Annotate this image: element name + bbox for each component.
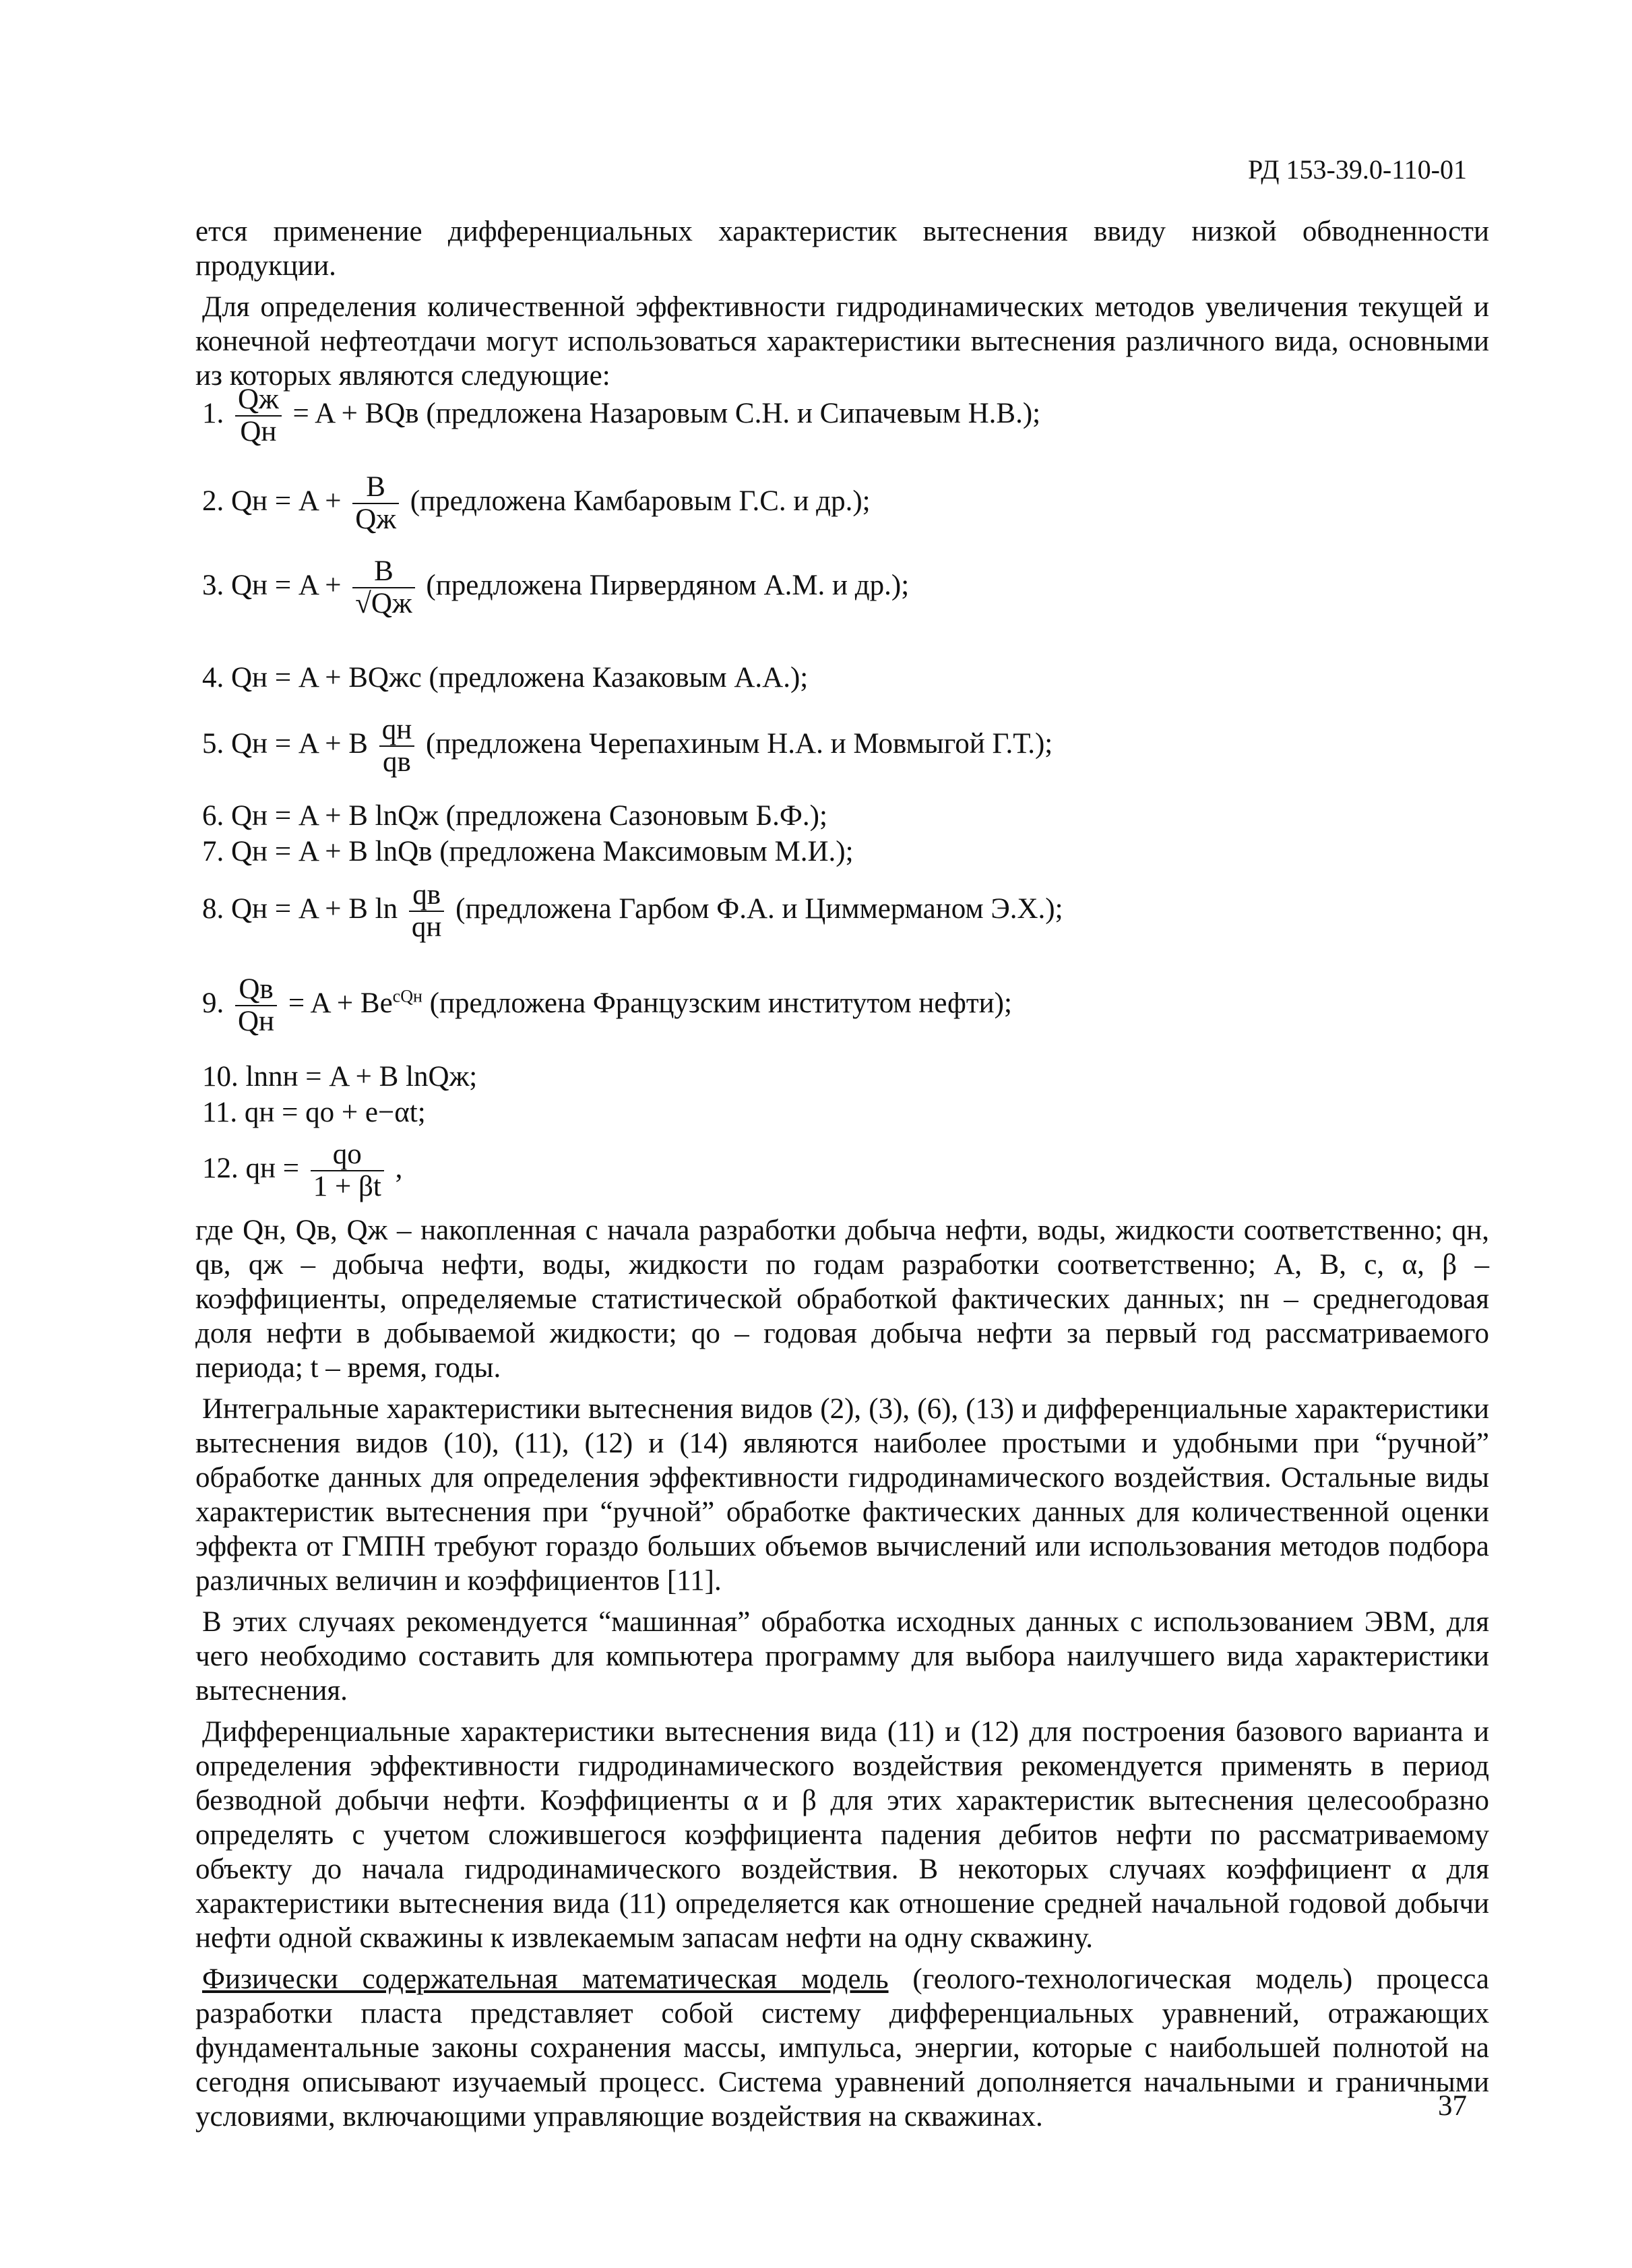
paragraph-model: Физически содержательная математическая модель (геолого-технологическая модель) процесса разработки пласта представляет собой систему дифференциальных уравнений, отражающих фундаментальные законы сохранения массы, импульса, энергии, которые с наибольшей полнотой на сегодня описывают изучаемый процесс. Система уравнений дополняется начальными и граничными условиями, включающими управляющие воздействия на скважинах. [195,1963,1489,2133]
paragraph-where: где Qн, Qв, Qж – накопленная с начала разработки добыча нефти, воды, жидкости соответственно; qн, qв, qж – добыча нефти, воды, жидкости по годам разработки соответственно; A, B, c, α, β – коэффициенты, определяемые статистической обработкой фактических данных; nн – среднегодовая доля нефти в добываемой жидкости; qо – годовая добыча нефти за первый год рассматриваемого периода; t – время, годы. [195,1215,1489,1384]
formula-7: 7. Qн = A + B lnQв (предложена Максимовым М.И.); [202,836,854,867]
body-text [195,1213,1489,2141]
formula-12: 12. qн = $\frac{qо}{1 + \beta t}$ , [202,1138,403,1202]
formula-4: 4. Qн = A + BQжc (предложена Казаковым А.А.); [202,662,809,694]
formula-5: 5. Qн = A + B $\frac{qн}{qв}$ (предложена Черепахиным Н.А. и Мовмыгой Г.Т.); [202,714,1053,778]
document-code: РД 153-39.0-110-01 [1248,154,1467,185]
intro-paragraph-2: Для определения количественной эффективности гидродинамических методов увеличения текущей и конечной нефтеотдачи могут использоваться характеристики вытеснения различного вида, основными из которых являются следующие: [195,291,1489,392]
intro-text [195,214,1489,400]
intro-paragraph-1: ется применение дифференциальных характеристик вытеснения ввиду низкой обводненности продукции. [195,216,1489,282]
formula-10: 10. lnnн = A + B lnQж; [202,1061,478,1093]
formula-3: 3. Qн = A + $\frac{B}{√Qж}$ (предложена Пирвердяном А.М. и др.); [202,555,910,619]
formula-8: 8. Qн = A + B ln $\frac{qв}{qн}$ (предложена Гарбом Ф.А. и Циммерманом Э.Х.); [202,879,1063,943]
page-number: 37 [1438,2090,1467,2122]
formula-6: 6. Qн = A + B lnQж (предложена Сазоновым Б.Ф.); [202,800,827,832]
formula-11: 11. qн = qо + e−αt; [202,1097,426,1128]
formula-9: 9. $\frac{Qв}{Qн}$ = $A + Be^{cQн}$ (предложена Французским институтом нефти); [202,973,1012,1037]
paragraph-integral: Интегральные характеристики вытеснения видов (2), (3), (6), (13) и дифференциальные характеристики вытеснения видов (10), (11), (12) и (14) являются наиболее простыми и удобными при “ручной” обработке данных для определения эффективности гидродинамического воздействия. Остальные виды характеристик вытеснения при “ручной” обработке фактических данных для количественной оценки эффекта от ГМПН требуют гораздо больших объемов вычислений или использования методов подбора различных величин и коэффициентов [11]. [195,1393,1489,1597]
paragraph-machine: В этих случаях рекомендуется “машинная” обработка исходных данных с использованием ЭВМ, для чего необходимо составить для компьютера программу для выбора наилучшего вида характеристики вытеснения. [195,1606,1489,1707]
formula-2: 2. Qн = A + $\frac{B}{Qж}$ (предложена Камбаровым Г.С. и др.); [202,471,871,535]
underlined-term: Физически содержательная математическая модель [202,1963,889,1995]
formula-1: 1. $\frac{Qж}{Qн}$ = A + BQв (предложена Назаровым С.Н. и Сипачевым Н.В.); [202,384,1041,448]
paragraph-differential: Дифференциальные характеристики вытеснения вида (11) и (12) для построения базового варианта и определения эффективности гидродинамического воздействия рекомендуется применять в период безводной добычи нефти. Коэффициенты α и β для этих характеристик вытеснения целесообразно определять с учетом сложившегося коэффициента падения дебитов нефти по рассматриваемому объекту до начала гидродинамического воздействия. В некоторых случаях коэффициент α для характеристики вытеснения вида (11) определяется как отношение средней начальной годовой добычи нефти одной скважины к извлекаемым запасам нефти на одну скважину. [195,1716,1489,1954]
